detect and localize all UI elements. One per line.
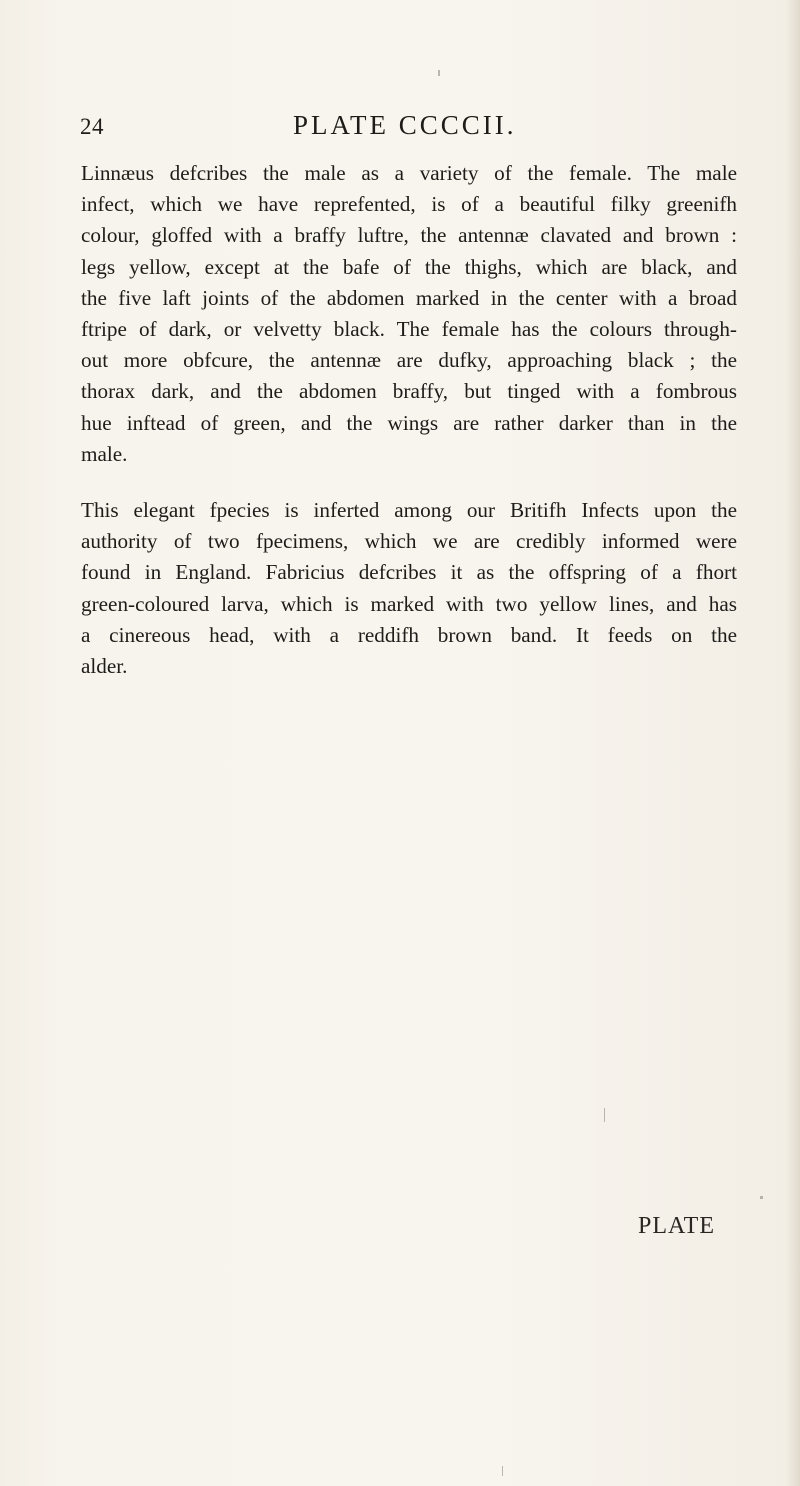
- text-line: hue inftead of green, and the wings are rather darker than in the: [81, 410, 737, 435]
- text-line: alder.: [81, 654, 128, 679]
- text-line: the five laft joints of the abdomen marked in the center with a broad: [81, 285, 737, 310]
- paragraph-description: [81, 158, 737, 470]
- text-line: This elegant fpecies is inferted among our Britifh Infects upon the: [81, 498, 737, 523]
- text-line: ftripe of dark, or velvetty black. The female has the colours through-: [81, 317, 737, 342]
- text-line: Linnæus defcribes the male as a variety of the female. The male: [81, 161, 737, 185]
- page-edge-shadow: [786, 0, 800, 1486]
- catchword: PLATE: [638, 1213, 715, 1239]
- text-line: legs yellow, except at the bafe of the thighs, which are black, and: [81, 254, 737, 279]
- text-line: green-coloured larva, which is marked with two yellow lines, and has: [81, 591, 737, 616]
- paper-speck: [760, 1196, 763, 1199]
- text-line: authority of two fpecimens, which we are credibly informed were: [81, 529, 737, 554]
- paper-speck: [502, 1466, 503, 1476]
- body-text: [81, 158, 737, 682]
- text-line: male.: [81, 441, 128, 466]
- running-head: [80, 108, 720, 144]
- text-line: infect, which we have reprefented, is of a beautiful filky greenifh: [81, 192, 737, 217]
- text-line: out more obfcure, the antennæ are dufky, approaching black ; the: [81, 348, 737, 373]
- paper-speck: [438, 70, 440, 76]
- paper-speck: [604, 1108, 605, 1122]
- paragraph-habitat: [81, 495, 737, 682]
- text-line: thorax dark, and the abdomen braffy, but tinged with a fombrous: [81, 379, 737, 404]
- page-number: 24: [80, 114, 104, 139]
- text-line: a cinereous head, with a reddifh brown band. It feeds on the: [81, 622, 737, 647]
- text-line: found in England. Fabricius defcribes it as the offspring of a fhort: [81, 560, 737, 585]
- plate-title: PLATE CCCCII.: [293, 110, 517, 140]
- text-line: colour, gloffed with a braffy luftre, the antennæ clavated and brown :: [81, 223, 737, 248]
